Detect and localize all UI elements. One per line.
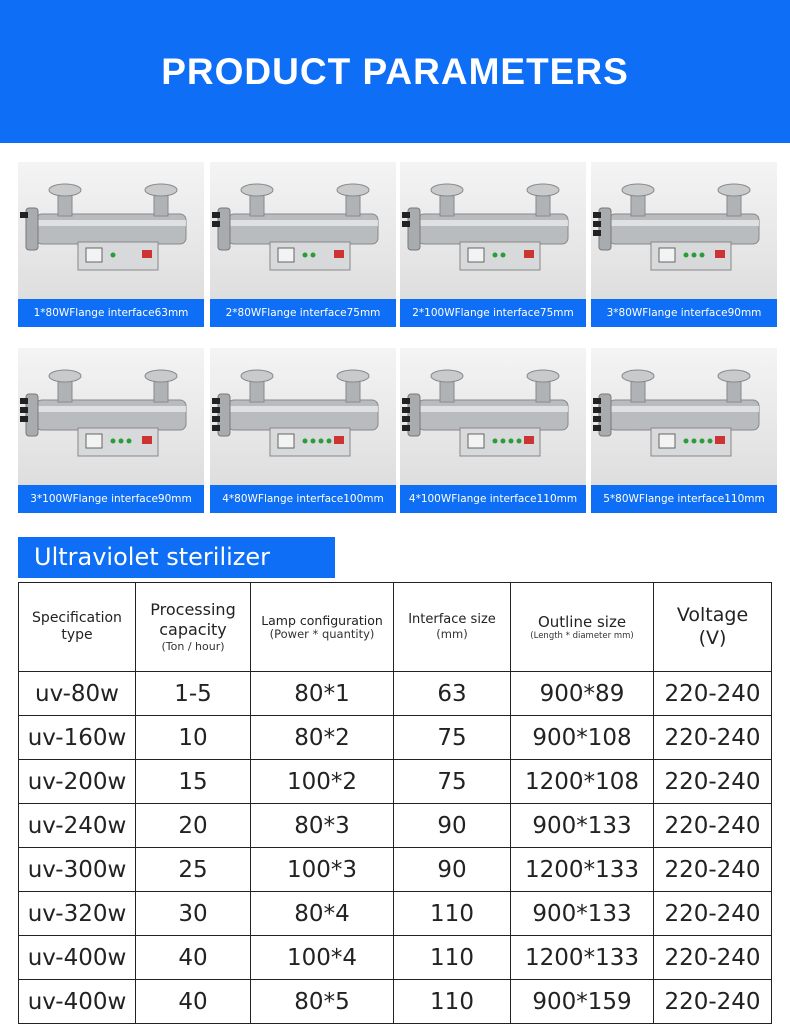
capacity-cell: 40: [136, 980, 251, 1024]
interface-cell: 90: [394, 804, 511, 848]
product-caption: 2*80WFlange interface75mm: [210, 299, 396, 327]
section-title: Ultraviolet sterilizer: [18, 537, 335, 578]
lamp-cell: 80*1: [251, 672, 394, 716]
product-caption: 1*80WFlange interface63mm: [18, 299, 204, 327]
voltage-cell: 220-240: [654, 672, 772, 716]
capacity-cell: 40: [136, 936, 251, 980]
product-image: [210, 162, 396, 299]
product-card: [210, 162, 396, 327]
product-card: [18, 348, 204, 513]
lamp-cell: 80*4: [251, 892, 394, 936]
outline-cell: 900*159: [511, 980, 654, 1024]
outline-cell: 900*133: [511, 804, 654, 848]
voltage-cell: 220-240: [654, 804, 772, 848]
lamp-cell: 80*2: [251, 716, 394, 760]
voltage-cell: 220-240: [654, 936, 772, 980]
outline-cell: 900*108: [511, 716, 654, 760]
product-caption: 3*80WFlange interface90mm: [591, 299, 777, 327]
product-caption: 4*100WFlange interface110mm: [400, 485, 586, 513]
col-header-outline: Outline size (Length * diameter mm): [511, 583, 654, 672]
voltage-cell: 220-240: [654, 760, 772, 804]
interface-cell: 110: [394, 936, 511, 980]
product-image: [210, 348, 396, 485]
page-header: [0, 0, 790, 143]
spec-cell: uv-320w: [19, 892, 136, 936]
lamp-cell: 100*3: [251, 848, 394, 892]
product-card: [400, 162, 586, 327]
spec-cell: uv-400w: [19, 980, 136, 1024]
product-image: [18, 348, 204, 485]
lamp-cell: 80*3: [251, 804, 394, 848]
voltage-cell: 220-240: [654, 716, 772, 760]
col-header-lamp: Lamp configuration (Power * quantity): [251, 583, 394, 672]
table-row: [19, 804, 772, 848]
product-card: [400, 348, 586, 513]
product-image: [591, 348, 777, 485]
product-caption: 4*80WFlange interface100mm: [210, 485, 396, 513]
lamp-cell: 80*5: [251, 980, 394, 1024]
table-row: [19, 980, 772, 1024]
col-header-interface: Interface size (mm): [394, 583, 511, 672]
table-row: [19, 672, 772, 716]
col-header-voltage: Voltage (V): [654, 583, 772, 672]
capacity-cell: 10: [136, 716, 251, 760]
product-image: [591, 162, 777, 299]
capacity-cell: 25: [136, 848, 251, 892]
interface-cell: 110: [394, 892, 511, 936]
product-image: [400, 162, 586, 299]
table-row: [19, 716, 772, 760]
product-card: [591, 348, 777, 513]
product-caption: 2*100WFlange interface75mm: [400, 299, 586, 327]
col-header-capacity: Processing capacity (Ton / hour): [136, 583, 251, 672]
outline-cell: 1200*133: [511, 848, 654, 892]
interface-cell: 75: [394, 760, 511, 804]
voltage-cell: 220-240: [654, 980, 772, 1024]
interface-cell: 90: [394, 848, 511, 892]
col-header-spec: Specification type: [19, 583, 136, 672]
table-row: [19, 760, 772, 804]
product-caption: 3*100WFlange interface90mm: [18, 485, 204, 513]
capacity-cell: 15: [136, 760, 251, 804]
table-row: [19, 892, 772, 936]
page-title: PRODUCT PARAMETERS: [161, 50, 629, 92]
interface-cell: 75: [394, 716, 511, 760]
capacity-cell: 30: [136, 892, 251, 936]
outline-cell: 900*133: [511, 892, 654, 936]
spec-cell: uv-400w: [19, 936, 136, 980]
spec-table: [18, 582, 772, 1024]
table-row: [19, 848, 772, 892]
product-card: [591, 162, 777, 327]
capacity-cell: 1-5: [136, 672, 251, 716]
outline-cell: 1200*133: [511, 936, 654, 980]
outline-cell: 1200*108: [511, 760, 654, 804]
interface-cell: 110: [394, 980, 511, 1024]
lamp-cell: 100*2: [251, 760, 394, 804]
spec-cell: uv-160w: [19, 716, 136, 760]
interface-cell: 63: [394, 672, 511, 716]
voltage-cell: 220-240: [654, 892, 772, 936]
lamp-cell: 100*4: [251, 936, 394, 980]
product-image: [400, 348, 586, 485]
spec-cell: uv-240w: [19, 804, 136, 848]
spec-cell: uv-200w: [19, 760, 136, 804]
capacity-cell: 20: [136, 804, 251, 848]
spec-cell: uv-300w: [19, 848, 136, 892]
product-card: [210, 348, 396, 513]
product-caption: 5*80WFlange interface110mm: [591, 485, 777, 513]
voltage-cell: 220-240: [654, 848, 772, 892]
table-row: [19, 936, 772, 980]
product-image: [18, 162, 204, 299]
table-header-row: [19, 583, 772, 672]
spec-cell: uv-80w: [19, 672, 136, 716]
outline-cell: 900*89: [511, 672, 654, 716]
product-card: [18, 162, 204, 327]
